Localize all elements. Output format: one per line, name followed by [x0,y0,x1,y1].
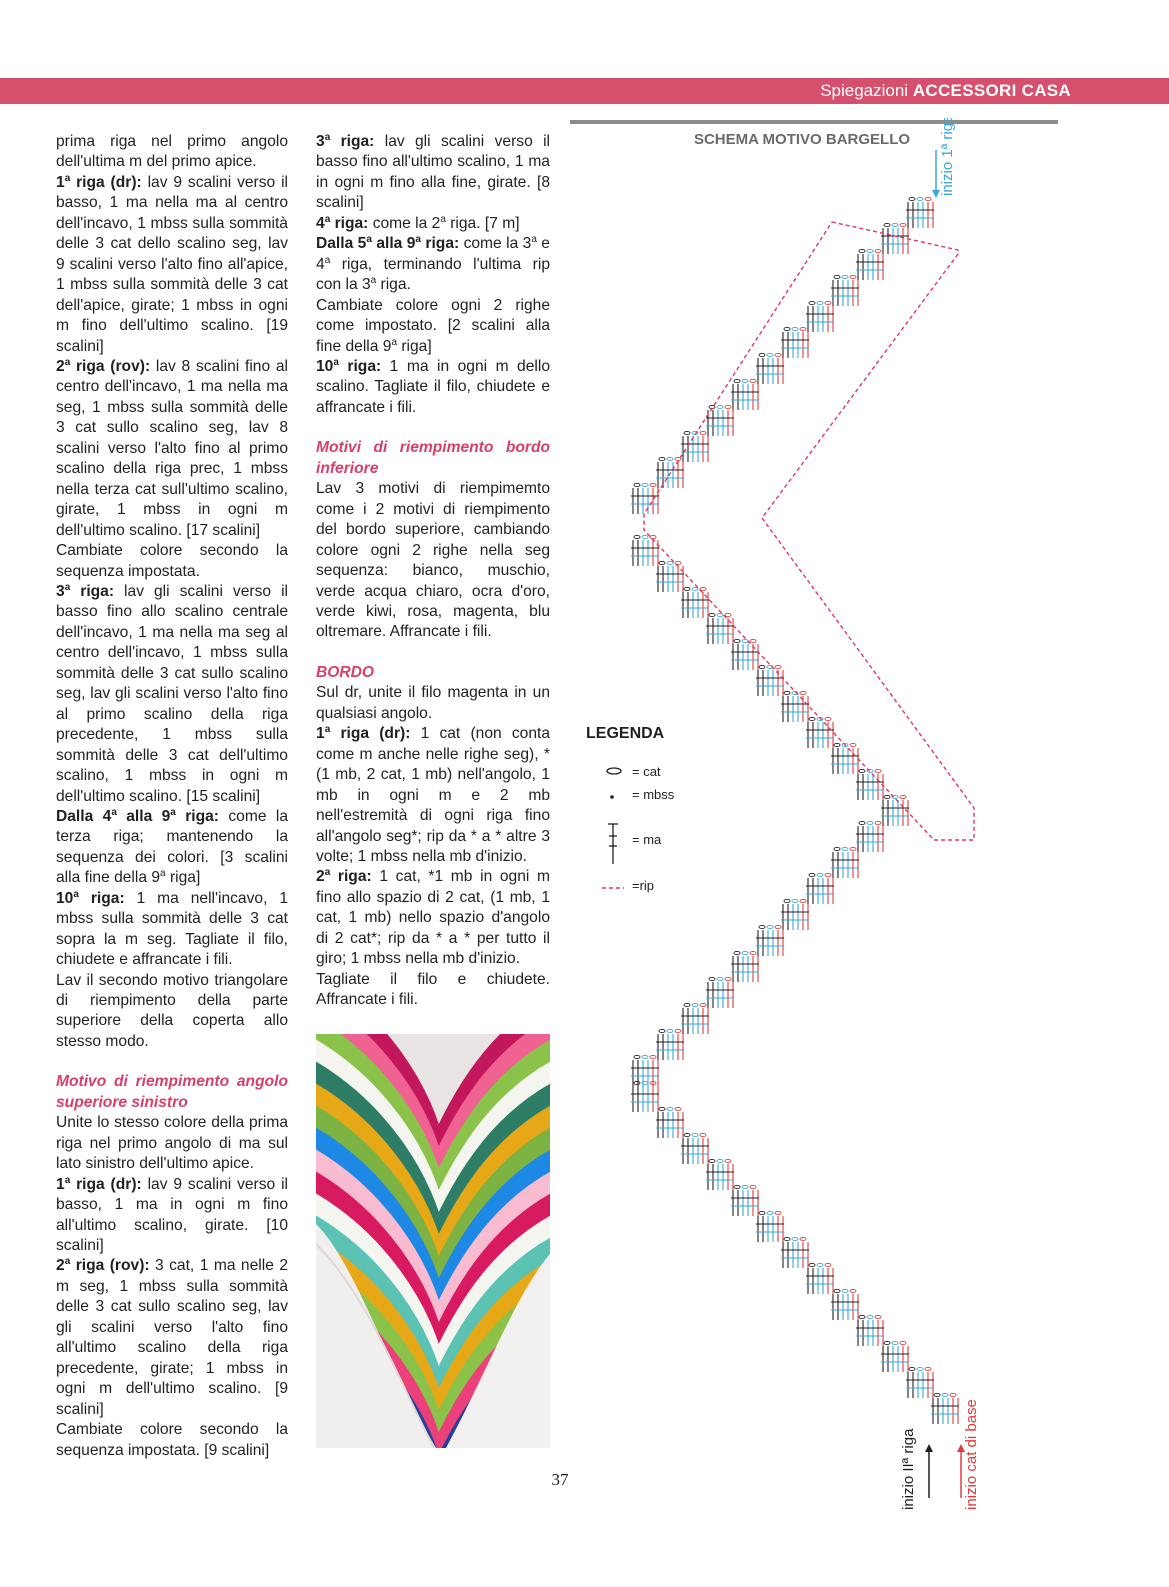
paragraph: Cambiate colore ogni 2 righe come impostato. [2 scalini alla fine della 9$^a$ riga] [316,296,550,355]
instruction-label: 4$^a$ riga: [316,213,369,232]
paragraph: Dalla 5$^a$ alla 9$^a$ riga: come la 3$^a$ e 4$^a$ riga, terminando l'ultima rip con la 3$^a$ riga. [316,234,550,294]
start-row2-label: inizio IIª riga [900,1428,917,1510]
paragraph: 10$^a$ riga: 1 ma in ogni m dello scalino. Tagliate il filo, chiudete e affrancate i fili. [316,356,550,416]
instruction-label: Dalla 4$^a$ alla 9$^a$ riga: [56,806,219,825]
header-title: ACCESSORI CASA [912,81,1071,100]
slip-stitch-icon [610,795,614,799]
instruction-label: 1$^a$ riga (dr): [56,1174,142,1193]
bargello-blanket-image [316,1034,550,1448]
bargello-chart [570,118,1090,1538]
chain-icon [607,768,621,774]
repeat-outline [644,222,974,840]
instruction-label: 2$^a$ riga (rov): [56,1256,150,1275]
paragraph: 1$^a$ riga (dr): lav 9 scalini verso il basso, 1 ma nella ma al centro dell'incavo, 1 mbss sulla sommità delle 3 cat dello scalino seg, lav 9 scalini verso l'alto fino all'apice, 1 mbss sulla sommità delle 3 cat dell'apice, girate; 1 mbss in ogni m fino dell'ultimo scalino. [19 scalini] [56,172,288,355]
paragraph: Cambiate colore secondo la sequenza impostata. [56,542,288,580]
instruction-label: 1$^a$ riga (dr): [56,172,142,191]
paragraph: Cambiate colore secondo la sequenza impostata. [9 scalini] [56,1421,288,1459]
paragraph: 2$^a$ riga (rov): 3 cat, 1 ma nelle 2 m seg, 1 mbss sulla sommità delle 3 cat sullo scalino seg, lav gli scalini verso l'alto fino all'ultimo scalino della riga precedente, girate; 1 mbss in ogni m dell'ultimo scalino. [9 scalini] [56,1256,288,1418]
chart-diagram [570,118,1090,1538]
start-row2-marker [900,1428,933,1510]
instruction-label: 10$^a$ riga: [56,888,125,907]
section-heading: Motivi di riempimento bordo inferiore [316,439,550,477]
paragraph: 3$^a$ riga: lav gli scalini verso il basso fino allo scalino centrale dell'incavo, 1 ma nella ma seg al centro dell'incavo, 1 mbss sulla sommità delle 3 cat sullo scalino seg, lav gli scalini verso l'alto fino al primo scalino della riga precedente, 1 mbss sulla sommità delle 3 cat dell'ultimo scalino, 1 mbss in ogni m dell'ultimo scalino. [15 scalini] [56,581,288,805]
text-column-middle [316,132,550,1011]
instruction-label: 2$^a$ riga (rov): [56,356,151,375]
chart-title: SCHEMA MOTIVO BARGELLO [693,131,911,148]
treble-icon [608,824,618,864]
instruction-label: Dalla 5$^a$ alla 9$^a$ riga: [316,234,460,253]
paragraph: Tagliate il filo e chiudete. Affrancate i fili. [316,970,550,1009]
paragraph: 2$^a$ riga (rov): lav 8 scalini fino al centro dell'incavo, 1 ma nella ma seg, 1 mbss sulla sommità delle 3 cat sullo scalino seg, lav 8 scalini verso l'alto fino al primo scalino della riga prec, 1 mbss nella terza cat sull'ultimo scalino, girate, 1 mbss in ogni m dell'ultimo scalino. [17 scalini] [56,356,288,539]
legend-title: LEGENDA [586,725,665,742]
instruction-label: 10$^a$ riga: [316,356,382,375]
legend-label-cat: = cat [632,764,661,779]
legend-label-rip: =rip [632,878,655,893]
paragraph: Sul dr, unite il filo magenta in un qualsiasi angolo. [316,684,550,722]
blanket-photo [316,1034,550,1448]
instruction-label: 2$^a$ riga: [316,867,372,886]
section-heading: BORDO [316,663,375,681]
start-row1-label: inizio 1ª riga [939,118,956,196]
page-number: 37 [551,1470,569,1489]
instruction-label: 3$^a$ riga: [316,131,375,150]
header-prefix: Spiegazioni [820,81,909,100]
start-chain-label: inizio cat di base [963,1399,980,1510]
paragraph: 1$^a$ riga (dr): 1 cat (non conta come m anche nelle righe seg), *(1 mb, 2 cat, 1 mb) nell'angolo, 1 mb in ogni m e 2 mb nell'estremità di ogni riga fino all'angolo seg*; rip da * a * altre 3 volte; 1 mbss nella mb d'inizio. [316,724,550,865]
paragraph: Dalla 4$^a$ alla 9$^a$ riga: come la terza riga; mantenendo la sequenza dei colori. [3 scalini alla fine della 9$^a$ riga] [56,806,288,887]
section-heading: Motivo di riempimento angolo superiore sinistro [56,1073,288,1111]
paragraph: 4$^a$ riga: come la 2$^a$ riga. [7 m] [316,213,520,232]
section-header-bar [0,78,1169,104]
paragraph: Lav il secondo motivo triangolare di riempimento della parte superiore della coperta allo stesso modo. [56,971,288,1050]
legend-label-ma: = ma [632,832,662,847]
paragraph: prima riga nel primo angolo dell'ultima m del primo apice. [56,133,288,171]
paragraph: Lav 3 motivi di riempimemto come i 2 motivi di riempimento del bordo superiore, cambiando colore ogni 2 righe nella seg sequenza: bianco, muschio, verde acqua chiaro, ocra d'oro, verde kiwi, rosa, magenta, blu oltremare. Affrancate i fili. [316,480,550,641]
start-chain-marker [957,1399,980,1510]
paragraph: 1$^a$ riga (dr): lav 9 scalini verso il basso, 1 ma in ogni m fino all'ultimo scalino, girate. [10 scalini] [56,1174,288,1255]
paragraph: 2$^a$ riga: 1 cat, *1 mb in ogni m fino allo spazio di 2 cat, (1 mb, 1 cat, 1 mb) nello spazio d'angolo di 2 cat*; rip da * a * per tutto il giro; 1 mbss nella mb d'inizio. [316,867,550,968]
paragraph: Unite lo stesso colore della prima riga nel primo angolo di ma sul lato sinistro dell'ultimo apice. [56,1114,288,1173]
text-column-left [56,132,288,1461]
legend-label-mbss: = mbss [632,787,675,802]
chart-legend [586,725,675,893]
start-row1-marker [932,118,956,198]
instruction-label: 1$^a$ riga (dr): [316,724,411,743]
instruction-label: 3$^a$ riga: [56,581,115,600]
paragraph: 3$^a$ riga: lav gli scalini verso il basso fino all'ultimo scalino, 1 ma in ogni m fino alla fine, girate. [8 scalini] [316,131,551,212]
chart-steps [631,197,959,1424]
paragraph: 10$^a$ riga: 1 ma nell'incavo, 1 mbss sulla sommità delle 3 cat sopra la m seg. Tagliate il filo, chiudete e affrancate i fili. [56,888,288,969]
